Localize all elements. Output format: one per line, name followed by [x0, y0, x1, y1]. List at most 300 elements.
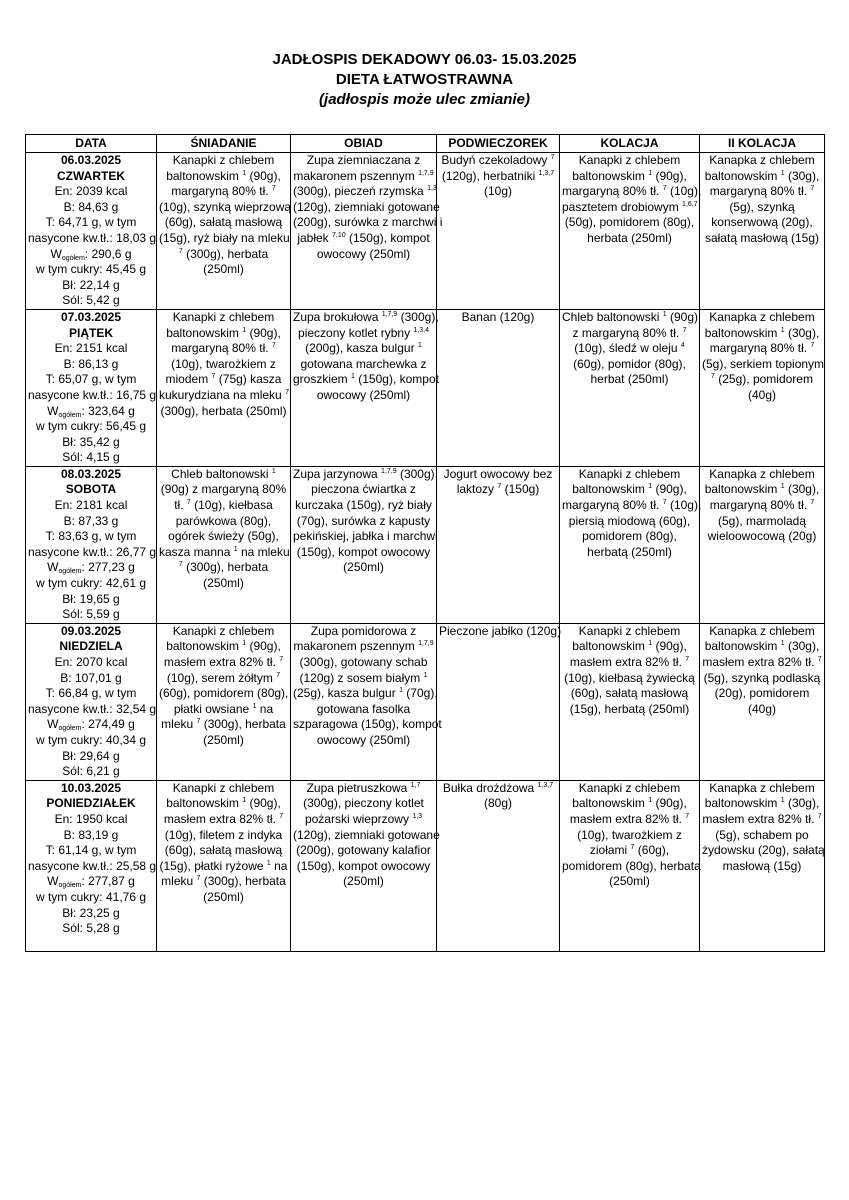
meal-line	[159, 388, 288, 404]
meal-text: laktozy	[456, 482, 498, 497]
meal-line	[293, 671, 434, 687]
allergen-marker: 1,3,4	[413, 326, 429, 334]
meal-line	[562, 153, 697, 169]
meal-line	[439, 310, 557, 326]
meal-text: (10g),	[666, 498, 702, 513]
meal-line	[293, 498, 434, 514]
meal-line	[293, 372, 439, 388]
meal-text: (5g), serkiem topionym	[702, 356, 825, 371]
energy-label: En:	[54, 341, 73, 356]
second-dinner-cell	[700, 466, 825, 623]
carbs-label-sub: ogółem	[58, 882, 82, 890]
meal-text: (300g),	[396, 466, 438, 481]
meal-line	[702, 843, 825, 859]
meal-text: (5g), schabem po	[715, 827, 809, 842]
meal-line	[702, 482, 822, 498]
meal-line	[702, 655, 822, 671]
nutrition-fiber	[28, 592, 154, 608]
meal-text: (5g), marmoladą	[717, 513, 807, 528]
nutrition-energy	[28, 655, 154, 671]
fat-label: T:	[45, 843, 55, 858]
allergen-marker: 7	[810, 499, 815, 507]
meal-text: baltonowskim	[704, 482, 781, 497]
allergen-marker: 7	[178, 561, 183, 569]
meal-text: (120g), ziemniaki gotowane	[293, 199, 440, 214]
meal-line	[159, 843, 288, 859]
meal-line	[439, 467, 557, 483]
meal-line	[293, 231, 434, 247]
meal-text: gotowana fasolka	[316, 701, 411, 716]
dinner-cell	[560, 309, 700, 466]
sugars-label: w tym cukry:	[35, 262, 103, 277]
meal-line	[159, 686, 288, 702]
day-date-text: 07.03.2025	[60, 309, 122, 324]
meal-line	[293, 624, 434, 640]
meal-line	[159, 467, 288, 483]
meal-line	[293, 482, 434, 498]
meal-text: na mleku	[237, 544, 290, 559]
meal-text: (200g), surówka z marchwi i	[293, 215, 443, 230]
meal-text: Bułka drożdżowa	[442, 780, 538, 795]
meal-text: ziołami	[589, 843, 631, 858]
meal-line	[159, 890, 288, 906]
day-name-text: PONIEDZIAŁEK	[46, 796, 136, 811]
allergen-marker: 4	[680, 342, 685, 350]
meal-line	[702, 671, 822, 687]
meal-text: (90g) z margaryną 80%	[160, 482, 287, 497]
allergen-marker: 1	[242, 640, 247, 648]
day-date	[28, 310, 154, 326]
meal-text: masłem extra 82% tł.	[569, 655, 686, 669]
meal-line	[702, 169, 822, 185]
meal-line	[293, 702, 434, 718]
carbs-label-sub: ogółem	[58, 725, 82, 733]
lunch-cell	[291, 309, 437, 466]
meal-line	[159, 310, 288, 326]
meal-text: Kanapki z chlebem	[172, 780, 275, 795]
day-name	[28, 796, 154, 812]
fat-label: T:	[45, 215, 55, 230]
meal-line	[702, 184, 822, 200]
meal-text: (300g), gotowany schab	[299, 655, 428, 669]
salt-label: Sól:	[62, 293, 83, 308]
breakfast-cell	[157, 780, 291, 951]
nutrition-energy	[28, 341, 154, 357]
meal-text: (10g), śledź w oleju	[574, 341, 681, 356]
meal-line	[159, 781, 288, 797]
meal-line	[702, 624, 822, 640]
meal-line	[439, 184, 557, 200]
sugars-label: w tym cukry:	[35, 732, 103, 747]
meal-text: (250ml)	[203, 889, 244, 904]
meal-text: baltonowskim	[572, 796, 649, 811]
meal-text: (250ml)	[203, 262, 244, 277]
nutrition-sugars	[28, 262, 154, 278]
day-name	[28, 639, 154, 655]
second-dinner-cell	[700, 153, 825, 310]
meal-text: pasztetem drobiowym	[562, 199, 683, 214]
meal-text: (200g), gotowany kalafior	[296, 843, 431, 858]
meal-text: tł.	[174, 498, 187, 513]
fat-value: 66,84 g,	[58, 686, 102, 701]
nutrition-salt	[28, 607, 154, 623]
meal-line	[562, 498, 702, 514]
meal-line	[159, 372, 288, 388]
fat-label: T:	[45, 529, 55, 544]
meal-text: Kanapka z chlebem	[709, 466, 815, 481]
day-name	[28, 482, 154, 498]
meal-text: płatki owsiane	[173, 701, 253, 716]
meal-line	[159, 671, 288, 687]
nutrition-protein	[28, 828, 154, 844]
nutrition-carbs: $W_{ogółem}$: 274,49 g	[47, 717, 135, 733]
meal-text: (40g)	[747, 701, 776, 716]
meal-line	[702, 796, 822, 812]
table-row	[26, 153, 825, 310]
meal-text: (30g),	[784, 168, 820, 183]
allergen-marker: 1,7,9	[381, 310, 398, 318]
nutrition-salt	[28, 921, 154, 937]
carbs-value: 274,49 g	[88, 717, 135, 732]
saturated-value: 25,58 g	[116, 858, 157, 873]
meal-text: (60g), pomidorem (80g),	[159, 686, 289, 701]
meal-line	[293, 309, 439, 326]
meal-text: (90g),	[246, 796, 281, 811]
meal-text: Budyń czekoladowy	[441, 153, 551, 167]
meal-text: piersią miodową (60g),	[568, 513, 691, 528]
meal-line	[439, 169, 557, 185]
carbs-value: 323,64 g	[88, 403, 135, 418]
meal-text: (120g), ziemniaki gotowane	[293, 827, 440, 842]
meal-text: herbat (250ml)	[590, 372, 669, 387]
energy-value: 2151 kcal	[75, 341, 128, 356]
meal-line	[159, 498, 288, 514]
meal-text: (90g)	[666, 309, 698, 324]
meal-text: (250ml)	[343, 560, 384, 575]
meal-text: (150g), kompot	[354, 372, 439, 387]
meal-text: (30g),	[784, 482, 820, 497]
meal-text: (60g), pomidor (80g),	[573, 356, 686, 371]
meal-text: Kanapka z chlebem	[709, 623, 815, 638]
meal-line	[562, 529, 697, 545]
meal-line	[702, 341, 822, 357]
meal-line	[702, 514, 822, 530]
meal-line	[562, 781, 697, 797]
meal-text: (10g)	[483, 184, 512, 199]
diet-name: DIETA ŁATWOSTRAWNA	[335, 71, 514, 88]
meal-text: Jogurt owocowy bez	[443, 466, 553, 481]
carbs-label: W	[47, 403, 59, 418]
day-date	[28, 624, 154, 640]
meal-line	[702, 388, 822, 404]
meal-line	[293, 199, 440, 216]
col-header-date: DATA	[26, 135, 157, 153]
meal-text: (200g), kasza bulgur	[305, 341, 418, 356]
meal-text: (300g), herbata	[200, 874, 286, 889]
meal-line	[562, 467, 697, 483]
salt-value: 5,59 g	[86, 607, 120, 622]
meal-text: (40g)	[747, 387, 776, 402]
meal-text: (300g), herbata	[182, 246, 269, 261]
document-header	[0, 50, 849, 110]
energy-value: 2070 kcal	[75, 655, 128, 669]
meal-line	[293, 874, 434, 890]
meal-text: makaronem pszennym	[293, 639, 419, 654]
table-row	[26, 466, 825, 623]
fat-label: T:	[45, 686, 55, 701]
meal-text: (10g), kiełbasa	[190, 498, 273, 513]
sugars-label: w tym cukry:	[35, 419, 103, 434]
menu-table	[25, 134, 825, 952]
meal-line	[562, 796, 697, 812]
meal-line	[702, 686, 822, 702]
meal-line	[562, 545, 697, 561]
allergen-marker: 7	[682, 326, 687, 334]
meal-line	[159, 326, 288, 342]
meal-line	[293, 827, 440, 844]
allergen-marker: 7	[685, 812, 690, 820]
dinner-cell	[560, 466, 700, 623]
date-cell	[26, 153, 157, 310]
meal-text: Pieczone jabłko (120g)	[439, 623, 562, 638]
allergen-marker: 1,3	[427, 185, 437, 193]
saturated-label-b: nasycone kw.tł.:	[28, 387, 113, 402]
meal-line	[702, 310, 822, 326]
meal-line	[159, 231, 288, 247]
allergen-marker: 7	[711, 373, 715, 381]
allergen-marker: 7	[279, 812, 284, 820]
meal-text: z margaryną 80% tł.	[572, 325, 683, 340]
meal-text: (10g), twarożkiem z	[577, 827, 682, 842]
saturated-label-a: w tym	[105, 843, 137, 858]
allergen-marker: 1	[423, 671, 428, 679]
meal-line	[293, 859, 434, 875]
day-date-text: 06.03.2025	[60, 153, 122, 167]
meal-line	[562, 372, 697, 388]
meal-text: wieloowocową (20g)	[707, 529, 817, 544]
nutrition-fat	[28, 843, 154, 859]
meal-line	[702, 529, 822, 545]
allergen-marker: 1	[648, 797, 653, 805]
meal-text: (70g), surówka z kapusty	[296, 513, 431, 528]
meal-line	[159, 199, 292, 216]
meal-text: na	[256, 701, 274, 716]
meal-line	[293, 153, 434, 169]
meal-text: pekińskiej, jabłka i marchwi	[293, 529, 438, 544]
allergen-marker: 1,7,9	[418, 169, 434, 177]
saturated-label-a: w tym	[105, 686, 137, 701]
fiber-value: 22,14 g	[79, 277, 120, 292]
day-date	[28, 781, 154, 797]
meal-line	[293, 796, 434, 812]
nutrition-saturated	[28, 701, 157, 718]
meal-text: sałatą masłową (15g)	[704, 230, 820, 245]
allergen-marker: 7	[186, 499, 191, 507]
table-row	[26, 309, 825, 466]
meal-line	[439, 153, 557, 169]
meal-text: baltonowskim	[572, 168, 649, 183]
meal-text: (10g), szynką wieprzową	[159, 199, 292, 214]
meal-text: ogórek świeży (50g),	[168, 529, 279, 544]
meal-text: (250ml)	[203, 576, 244, 591]
meal-line	[293, 341, 434, 357]
meal-line	[293, 466, 438, 483]
meal-text: (10g), serem żółtym	[166, 670, 277, 685]
meal-line	[562, 655, 697, 671]
col-header-second-dinner: II KOLACJA	[700, 135, 825, 153]
meal-line	[293, 388, 434, 404]
energy-value: 2039 kcal	[75, 184, 128, 199]
day-name	[28, 169, 154, 185]
meal-line	[702, 215, 822, 231]
meal-line	[159, 215, 288, 231]
meal-line	[293, 545, 434, 561]
meal-text: kurczaka (150g), ryż biały	[295, 498, 432, 513]
meal-text: żydowsku (20g), sałatą	[702, 843, 825, 858]
saturated-label-b: nasycone kw.tł.:	[28, 544, 113, 559]
allergen-marker: 7	[178, 247, 183, 255]
meal-line	[293, 215, 443, 231]
allergen-marker: 7	[271, 185, 276, 193]
meal-text: margaryną 80% tł.	[171, 341, 272, 356]
meal-line	[439, 781, 557, 797]
meal-line	[562, 357, 697, 373]
snack-cell	[437, 153, 560, 310]
meal-text: Kanapki z chlebem	[172, 309, 275, 324]
date-cell	[26, 466, 157, 623]
meal-text: Kanapki z chlebem	[578, 153, 681, 167]
meal-text: margaryną 80% tł.	[171, 184, 272, 199]
meal-text: owocowy (250ml)	[316, 246, 411, 261]
meal-text: baltonowskim	[166, 168, 243, 183]
salt-label: Sól:	[62, 607, 83, 622]
allergen-marker: 7	[685, 656, 690, 663]
meal-text: masłem extra 82% tł.	[163, 655, 280, 669]
meal-line	[293, 169, 434, 185]
allergen-marker: 7	[497, 483, 502, 491]
carbs-label: W	[50, 246, 62, 261]
allergen-marker: 7	[662, 185, 667, 193]
allergen-marker: 1	[351, 373, 355, 381]
snack-cell	[437, 780, 560, 951]
meal-line	[159, 812, 288, 828]
meal-line	[702, 812, 822, 828]
allergen-marker: 1	[780, 797, 785, 805]
meal-text: baltonowskim	[166, 325, 243, 340]
meal-line	[159, 153, 288, 169]
nutrition-salt	[28, 293, 154, 309]
meal-line	[702, 153, 822, 169]
meal-text: baltonowskim	[572, 482, 649, 497]
meal-text: Banan (120g)	[461, 309, 535, 324]
meal-text: herbatą (250ml)	[587, 544, 672, 559]
meal-line	[293, 655, 434, 671]
meal-text: Zupa pietruszkowa	[306, 780, 411, 795]
allergen-marker: 1	[780, 640, 785, 648]
allergen-marker: 7	[196, 718, 201, 726]
meal-line	[702, 828, 822, 844]
carbs-value: 290,6 g	[91, 246, 132, 261]
meal-line	[562, 843, 697, 859]
meal-text: konserwową (20g),	[711, 215, 813, 230]
carbs-value: 277,87 g	[88, 874, 135, 889]
nutrition-fiber	[28, 749, 154, 765]
meal-line	[562, 858, 701, 875]
allergen-marker: 1,3	[412, 812, 423, 820]
allergen-marker: 1	[242, 797, 247, 805]
fat-label: T:	[45, 372, 55, 387]
meal-text: (300g), herbata (250ml)	[160, 403, 287, 418]
meal-line	[293, 733, 434, 749]
nutrition-sugars	[28, 576, 154, 592]
allergen-marker: 7	[810, 185, 815, 193]
allergen-marker: 1,6,7	[682, 200, 698, 208]
nutrition-salt	[28, 764, 154, 780]
meal-text: szparagowa (150g), kompot	[293, 717, 442, 732]
meal-text: (15g), ryż biały na mleku	[159, 230, 290, 245]
day-name-text: PIĄTEK	[68, 325, 113, 340]
meal-text: (25g), kasza bulgur	[293, 686, 400, 701]
meal-line	[439, 796, 557, 812]
meal-line	[159, 357, 288, 373]
lunch-cell	[291, 623, 442, 780]
meal-text: (300g), pieczeń rzymska	[293, 184, 428, 199]
meal-text: jabłek	[297, 230, 332, 245]
day-date-text: 08.03.2025	[60, 466, 122, 481]
allergen-marker: 7	[817, 812, 822, 820]
protein-value: 86,13 g	[78, 356, 119, 371]
meal-text: margaryną 80% tł.	[709, 498, 811, 513]
lunch-cell	[291, 153, 443, 310]
meal-text: (300g), herbata	[182, 560, 269, 575]
date-cell	[26, 309, 157, 466]
second-dinner-cell	[700, 309, 825, 466]
nutrition-carbs: $W_{ogółem}$: 290,6 g	[50, 246, 132, 262]
allergen-marker: 1,7	[410, 781, 421, 789]
nutrition-saturated	[28, 858, 157, 875]
meal-line	[702, 498, 822, 514]
col-header-dinner: KOLACJA	[560, 135, 700, 153]
saturated-value: 18,03 g	[116, 230, 157, 245]
meal-line	[562, 215, 697, 231]
meal-text: masłem extra 82% tł.	[702, 655, 818, 669]
meal-text: pomidorem (80g),	[582, 529, 677, 544]
protein-label: B:	[63, 513, 75, 528]
meal-text: Zupa ziemniaczana z	[306, 153, 421, 167]
carbs-label: W	[47, 874, 59, 889]
saturated-value: 26,77 g	[116, 544, 157, 559]
carbs-label-sub: ogółem	[61, 254, 85, 262]
meal-line	[562, 514, 697, 530]
energy-label: En:	[54, 811, 73, 826]
meal-text: (10g), filetem z indyka	[164, 827, 283, 842]
day-name-text: SOBOTA	[65, 482, 117, 497]
meal-text: (90g),	[246, 325, 281, 340]
nutrition-carbs: $W_{ogółem}$: 277,23 g	[47, 560, 135, 576]
energy-label: En:	[54, 498, 73, 513]
meal-text: (300g),	[397, 309, 439, 324]
allergen-marker: 1	[780, 169, 785, 177]
saturated-value: 32,54 g	[116, 701, 157, 716]
salt-label: Sól:	[62, 921, 83, 936]
salt-value: 5,42 g	[86, 293, 120, 308]
saturated-label-b: nasycone kw.tł.:	[28, 230, 113, 245]
meal-line	[159, 717, 288, 733]
carbs-label-sub: ogółem	[58, 568, 82, 576]
meal-text: groszkiem	[293, 372, 352, 387]
meal-text: pomidorem (80g), herbata	[562, 858, 701, 873]
allergen-marker: 7	[817, 656, 822, 663]
